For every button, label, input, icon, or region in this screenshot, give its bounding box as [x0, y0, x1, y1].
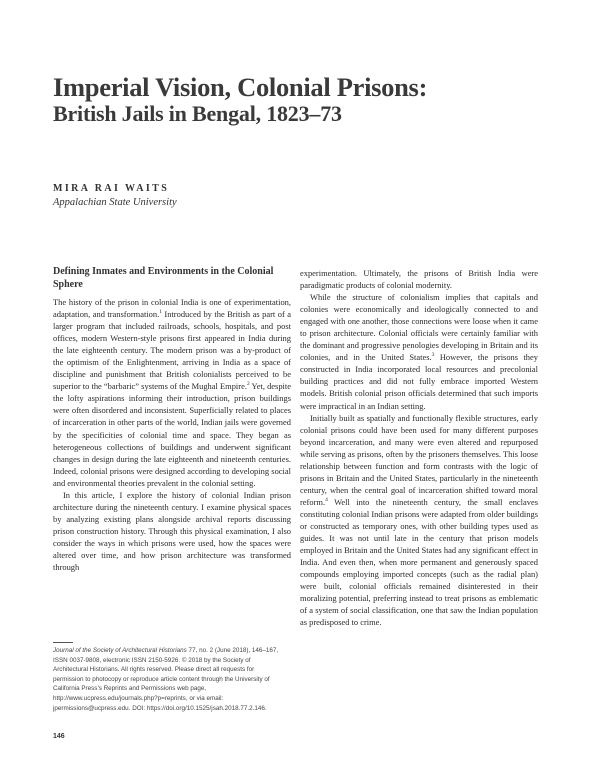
author-affiliation: Appalachian State University — [53, 197, 177, 208]
article-title: Imperial Vision, Colonial Prisons: — [53, 72, 428, 102]
footnote-ref[interactable]: 4 — [325, 497, 328, 504]
left-column — [53, 266, 291, 573]
footnote-divider — [53, 642, 73, 643]
paragraph — [300, 291, 538, 411]
paragraph-text: While the structure of colonialism implies that capitals and colonies were economically and ideologically connected to and engaged with one another, those connections were loose when it came to prison architecture. Colonial officials were certainly familiar with the dominant and progressive penologies developing in Britain and its colonies, and in the United States. — [300, 292, 538, 363]
paragraph — [53, 296, 291, 489]
journal-name: Journal of the Society of Architectural Historians — [53, 647, 187, 654]
footnote-ref[interactable]: 2 — [246, 381, 250, 388]
footnote-ref[interactable]: 3 — [431, 352, 435, 359]
section-heading: Defining Inmates and Environments in the Colonial Sphere — [53, 266, 274, 290]
citation-text: 77, no. 2 (June 2018), 146–167, ISSN 0037-9808, electronic ISSN 2150-5926. © 2018 by the Society of Architectural Historians. All rights reserved. Please direct all requests for permission to photocopy or reproduce article content through the University of California Press’s Reprints and Permissions web page, http://www.ucpress.edu/journals.php?p=reprints, or via email: jpermissions@ucpress.edu. DOI: https://doi.org/10.1525/jsah.2018.77.2.146. — [53, 647, 279, 712]
paragraph: In this article, I explore the history of colonial Indian prison architecture during the nineteenth century. I examine physical spaces by analyzing existing plans alongside archival reports discussing prison construction history. Through this physical examination, I also consider the ways in which prisons were used, how the spaces were altered over time, and how prison architecture was transformed through — [53, 489, 291, 573]
paragraph-text: Well into the nineteenth century, the small enclaves constituting colonial Indian prisons were adapted from older buildings or constructed as temporary ones, with other building types used as guides. It was not until late in the century that prison models employed in Britain and the United States had any significant effect in India. And even then, when more permanent and generously spaced compounds employing imported concepts (such as the radial plan) were built, colonial officials remained disinterested in their moralizing potential, preferring instead to treat prisons as emblematic of a system of social classification, one that saw the Indian population as predisposed to crime. — [300, 496, 538, 628]
right-column — [300, 267, 538, 628]
paragraph-text: The history of the prison in colonial India is one of experimentation, adaptation, and transformation. — [53, 297, 291, 320]
page-number: 146 — [53, 733, 65, 740]
author-name: MIRA RAI WAITS — [53, 183, 170, 194]
paragraph-text: However, the prisons they constructed in India incorporated local resources and precolonial building practices and did not fully embrace imported Western models. British colonial prison officials determined that such imports were impractical in an Indian setting. — [300, 352, 538, 411]
paragraph-text: Yet, despite the lofty aspirations informing their introduction, prison buildings were often disordered and inconsistent. Superficially related to places of incarceration in other parts of the world, Indian jails were governed by the specificities of colonial time and space. They began as heterogeneous collections of buildings and underwent significant changes in design during the late eighteenth and nineteenth centuries. Indeed, colonial prisons were designed according to developing social and environmental theories prevalent in the colonial setting. — [53, 381, 291, 488]
paragraph-text: Initially built as spatially and functionally flexible structures, early colonial prisons could have been used for many different purposes beyond incarceration, and many were even altered and repurposed while serving as prisons, often by the prisoners themselves. This loose relationship between function and form contrasts with the logic of prisons in Britain and the United States, particularly in the nineteenth century, when the central goal of incarceration shifted toward moral reform. — [300, 412, 538, 507]
footnote-ref[interactable]: 1 — [159, 309, 162, 316]
paragraph-text: Introduced by the British as part of a larger program that included railroads, schools, hospitals, and post offices, modern Western-style prisons first appeared in India during the late eighteenth century. The modern prison was a by-product of the optimism of the Enlightenment, arriving in India as a space of discipline and punishment that British colonialists perceived to be superior to the “barbaric” systems of the Mughal Empire. — [53, 309, 291, 392]
article-subtitle: British Jails in Bengal, 1823–73 — [53, 101, 342, 126]
paragraph: experimentation. Ultimately, the prisons of British India were paradigmatic products of colonial modernity. — [300, 268, 538, 291]
paragraph — [300, 412, 538, 629]
citation-footnote — [53, 646, 285, 713]
